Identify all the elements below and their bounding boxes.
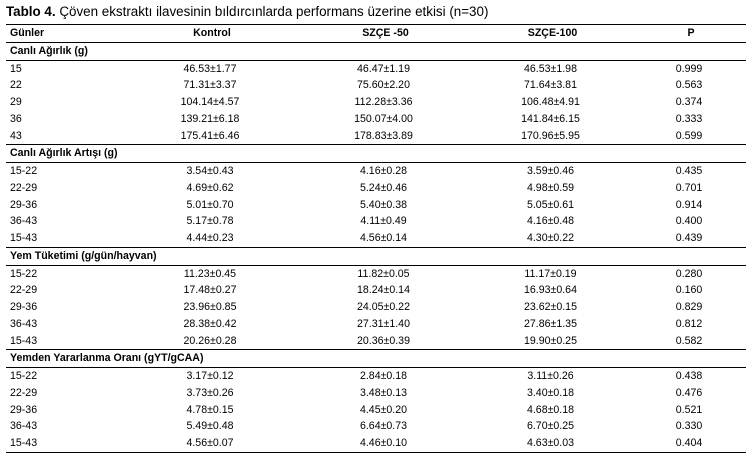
cell-szce100: 4.98±0.59 (526, 181, 575, 194)
cell-control: 4.44±0.23 (186, 232, 234, 245)
header-control: Kontrol (122, 25, 298, 43)
cell-szce100: 4.68±0.18 (526, 403, 575, 416)
cell-control: 46.53±1.77 (183, 62, 237, 75)
cell-day: 29 (10, 96, 22, 109)
cell-day: 15-43 (10, 232, 38, 245)
cell-p: 0.330 (675, 420, 703, 433)
cell-szce100: 3.11±0.26 (527, 370, 574, 383)
table-row (6, 316, 746, 333)
cell-szce100: 106.48±4.91 (521, 96, 580, 109)
cell-szce50: 2.84±0.18 (359, 370, 408, 383)
cell-control: 175.41±6.46 (180, 129, 240, 142)
table-row (6, 213, 746, 230)
cell-p: 0.476 (675, 386, 703, 399)
cell-p: 0.439 (675, 232, 703, 245)
cell-szce50: 75.60±2.20 (357, 79, 410, 92)
table-row (6, 163, 746, 180)
table-row (6, 402, 746, 419)
section-title: Canlı Ağırlık (g) (6, 42, 746, 60)
table-caption (6, 3, 488, 21)
cell-szce100: 16.93±0.64 (524, 284, 577, 297)
cell-p: 0.582 (675, 334, 703, 347)
cell-szce50: 4.56±0.14 (359, 232, 408, 245)
table-row (6, 299, 746, 316)
table-row (6, 197, 746, 214)
cell-p: 0.701 (675, 181, 703, 194)
cell-szce100: 3.59±0.46 (526, 165, 575, 178)
cell-control: 28.38±0.42 (183, 317, 237, 330)
cell-szce50: 5.40±0.38 (359, 198, 408, 211)
section-header-row (6, 42, 746, 60)
section-header-row (6, 247, 746, 265)
cell-szce100: 11.17±0.19 (524, 267, 577, 280)
table-row (6, 111, 746, 128)
section-header-row (6, 145, 746, 163)
cell-p: 0.914 (675, 198, 703, 211)
header-p: P (632, 25, 746, 43)
cell-szce50: 11.82±0.05 (357, 267, 410, 280)
table-row (6, 385, 746, 402)
section-title: Yem Tüketimi (g/gün/hayvan) (6, 247, 746, 265)
table-row (6, 418, 746, 435)
section-header-row (6, 350, 746, 368)
section-title: Yemden Yararlanma Oranı (gYT/gCAA) (6, 350, 746, 368)
cell-p: 0.563 (675, 79, 703, 92)
cell-day: 15-43 (10, 334, 38, 347)
cell-control: 4.56±0.07 (122, 435, 298, 452)
table-row (6, 435, 746, 452)
cell-p: 0.374 (675, 96, 703, 109)
cell-control: 3.73±0.26 (186, 386, 234, 399)
table-row (6, 94, 746, 111)
cell-szce50: 4.16±0.28 (359, 165, 408, 178)
cell-szce50: 20.36±0.39 (357, 334, 410, 347)
cell-p: 0.829 (675, 301, 703, 314)
cell-control: 23.96±0.85 (183, 301, 237, 314)
cell-day: 36-43 (10, 215, 38, 228)
cell-p: 0.400 (675, 215, 703, 228)
cell-day: 22-29 (10, 284, 38, 297)
cell-szce100: 4.16±0.48 (526, 215, 575, 228)
cell-day: 22 (10, 79, 22, 92)
cell-day: 22-29 (10, 181, 38, 194)
cell-szce100: 170.96±5.95 (521, 129, 580, 142)
cell-p: 0.280 (675, 267, 703, 280)
caption-text: Çöven ekstraktı ilavesinin bıldırcınlarda performans üzerine etkisi (n=30) (55, 4, 489, 19)
cell-p: 0.160 (675, 284, 703, 297)
cell-szce100: 5.05±0.61 (526, 198, 575, 211)
header-szce100: SZÇE-100 (469, 25, 632, 43)
cell-control: 3.17±0.12 (186, 370, 234, 383)
cell-szce50: 46.47±1.19 (357, 62, 410, 75)
cell-szce50: 5.24±0.46 (359, 181, 408, 194)
cell-day: 22-29 (10, 386, 38, 399)
table-row (6, 333, 746, 350)
cell-szce100: 6.70±0.25 (526, 420, 575, 433)
header-szce50: SZÇE -50 (298, 25, 469, 43)
cell-day: 36-43 (10, 420, 38, 433)
cell-p: 0.435 (675, 165, 703, 178)
caption-label: Tablo 4. (6, 4, 56, 19)
table-row (6, 77, 746, 94)
cell-szce50: 4.46±0.10 (298, 435, 469, 452)
cell-day: 15-22 (10, 370, 38, 383)
section-title: Canlı Ağırlık Artışı (g) (6, 145, 746, 163)
cell-control: 17.48±0.27 (183, 284, 237, 297)
cell-control: 4.69±0.62 (186, 181, 234, 194)
cell-szce50: 24.05±0.22 (357, 301, 410, 314)
cell-control: 71.31±3.37 (183, 79, 237, 92)
table-row (6, 368, 746, 385)
cell-day: 36-43 (10, 317, 38, 330)
cell-control: 11.23±0.45 (183, 267, 237, 280)
header-days: Günler (6, 25, 122, 43)
table-row (6, 128, 746, 145)
cell-szce100: 23.62±0.15 (524, 301, 577, 314)
cell-day: 29-36 (10, 301, 38, 314)
table-row (6, 230, 746, 247)
table-row (6, 265, 746, 282)
cell-szce50: 4.11±0.49 (360, 215, 407, 228)
cell-p: 0.999 (675, 62, 703, 75)
cell-control: 104.14±4.57 (180, 96, 240, 109)
cell-p: 0.333 (675, 112, 703, 125)
cell-szce100: 141.84±6.15 (521, 112, 580, 125)
cell-p: 0.812 (675, 317, 703, 330)
cell-day: 36 (10, 112, 22, 125)
cell-p: 0.599 (675, 129, 703, 142)
cell-control: 139.21±6.18 (180, 112, 240, 125)
cell-control: 5.49±0.48 (186, 420, 234, 433)
cell-control: 20.26±0.28 (183, 334, 237, 347)
cell-szce100: 4.63±0.03 (469, 435, 632, 452)
cell-szce100: 27.86±1.35 (524, 317, 577, 330)
cell-day: 15-43 (6, 435, 122, 452)
cell-control: 4.78±0.15 (186, 403, 234, 416)
cell-control: 5.01±0.70 (186, 198, 234, 211)
cell-szce50: 3.48±0.13 (359, 386, 408, 399)
cell-day: 29-36 (10, 403, 38, 416)
cell-szce100: 71.64±3.81 (524, 79, 577, 92)
cell-szce50: 6.64±0.73 (359, 420, 408, 433)
cell-p: 0.404 (632, 435, 746, 452)
cell-szce100: 4.30±0.22 (526, 232, 575, 245)
cell-szce50: 4.45±0.20 (359, 403, 408, 416)
table-body (6, 42, 746, 452)
header-row (6, 25, 746, 43)
table-row (6, 60, 746, 77)
cell-day: 29-36 (10, 198, 38, 211)
table-row (6, 180, 746, 197)
cell-szce50: 27.31±1.40 (357, 317, 410, 330)
cell-szce50: 150.07±4.00 (354, 112, 413, 125)
table-row (6, 282, 746, 299)
cell-day: 43 (10, 129, 22, 142)
cell-day: 15-22 (10, 267, 38, 280)
cell-szce50: 178.83±3.89 (354, 129, 413, 142)
cell-control: 3.54±0.43 (186, 165, 234, 178)
performance-table (6, 24, 746, 453)
cell-szce100: 46.53±1.98 (524, 62, 577, 75)
cell-p: 0.438 (675, 370, 703, 383)
cell-p: 0.521 (675, 403, 703, 416)
cell-day: 15-22 (10, 165, 38, 178)
cell-day: 15 (10, 62, 22, 75)
cell-szce100: 19.90±0.25 (524, 334, 577, 347)
cell-szce50: 112.28±3.36 (354, 96, 413, 109)
cell-szce100: 3.40±0.18 (526, 386, 575, 399)
cell-control: 5.17±0.78 (186, 215, 234, 228)
cell-szce50: 18.24±0.14 (357, 284, 410, 297)
